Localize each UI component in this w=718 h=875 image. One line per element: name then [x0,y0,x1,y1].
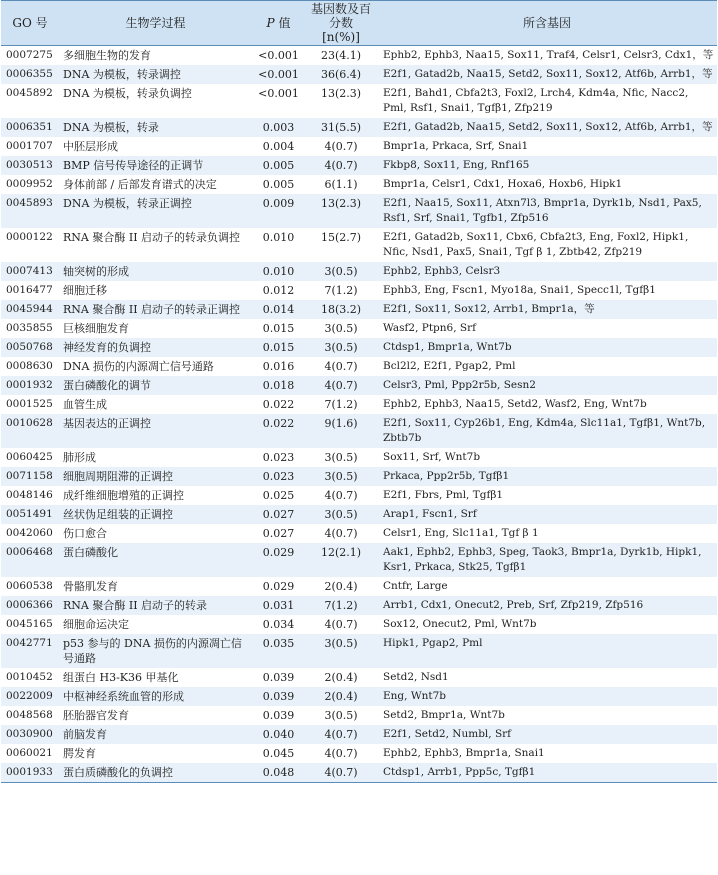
proc-cell: 腭发育 [63,747,96,760]
proc-cell: 肺形成 [63,451,96,464]
p-cell: <0.001 [258,87,299,100]
proc-cell: 神经发育的负调控 [63,341,151,354]
p-cell: 0.045 [262,747,295,760]
proc-cell: 蛋白质磷酸化的负调控 [63,766,173,779]
table-row [1,706,717,725]
p-cell: 0.003 [262,121,295,134]
n-cell: 7(1.2) [324,398,358,411]
genes-cell: Fkbp8, Sox11, Eng, Rnf165 [383,159,530,171]
proc-cell: 蛋白磷酸化 [63,546,118,559]
p-cell: 0.005 [262,178,295,191]
n-cell: 3(0.5) [324,637,358,650]
n-cell: 2(0.4) [324,671,358,684]
n-cell: 4(0.7) [324,489,358,502]
table-row [1,414,717,448]
table-row [1,486,717,505]
proc-cell: RNA 聚合酶 II 启动子的转录负调控 [63,231,241,244]
proc-cell: 蛋白磷酸化的调节 [63,379,151,392]
proc-cell: 身体前部 / 后部发育谱式的决定 [63,178,217,191]
table-row [1,65,717,84]
go-cell: 0008630 [6,360,53,372]
table-row [1,725,717,744]
go-cell: 0060425 [6,451,53,463]
go-cell: 0045944 [6,303,53,315]
proc-cell: 血管生成 [63,398,107,411]
go-cell: 0042771 [6,637,53,649]
table-row [1,376,717,395]
genes-cell: Ephb2, Ephb3, Bmpr1a, Snai1 [383,747,545,759]
p-cell: 0.010 [262,231,295,244]
proc-cell: 基因表达的正调控 [63,417,151,430]
genes-cell: Hipk1, Pgap2, Pml [383,637,483,649]
proc-cell: RNA 聚合酶 II 启动子的转录正调控 [63,303,241,316]
table-row [1,615,717,634]
n-cell: 7(1.2) [324,284,358,297]
table-header [1,1,717,46]
p-cell: 0.022 [262,417,295,430]
p-cell: 0.009 [262,197,295,210]
proc-cell: DNA 为模板，转录负调控 [63,87,192,100]
n-cell: 4(0.7) [324,527,358,540]
proc-cell: BMP 信号传导途径的正调节 [63,159,204,172]
header-p-symbol: P [266,16,275,30]
genes-cell: Arrb1, Cdx1, Onecut2, Preb, Srf, Zfp219, Zfp516 [383,599,644,611]
proc-cell: RNA 聚合酶 II 启动子的转录 [63,599,208,612]
n-cell: 4(0.7) [324,159,358,172]
header-gene-count [305,1,377,46]
p-cell: <0.001 [258,49,299,62]
go-cell: 0048146 [6,489,53,501]
n-cell: 36(6.4) [320,68,362,81]
n-cell: 4(0.7) [324,140,358,153]
table-row [1,467,717,486]
p-cell: 0.039 [262,690,295,703]
table-row [1,543,717,577]
proc-cell: 巨核细胞发育 [63,322,129,335]
go-cell: 0060538 [6,580,53,592]
p-cell: 0.014 [262,303,295,316]
genes-cell: Ephb2, Ephb3, Naa15, Setd2, Wasf2, Eng, Wnt7b [383,398,647,410]
p-cell: 0.023 [262,451,295,464]
go-cell: 0006366 [6,599,53,611]
p-cell: 0.025 [262,489,295,502]
genes-cell: E2f1, Gatad2b, Naa15, Setd2, Sox11, Sox12, Atf6b, Arrb1，等 [383,68,713,80]
table-row [1,175,717,194]
go-cell: 0009952 [6,178,53,190]
n-cell: 3(0.5) [324,341,358,354]
go-cell: 0042060 [6,527,53,539]
go-cell: 0071158 [6,470,53,482]
p-cell: 0.010 [262,265,295,278]
proc-cell: DNA 为模板，转录调控 [63,68,181,81]
table-body [1,46,717,783]
header-p-value [252,1,305,46]
genes-cell: E2f1, Gatad2b, Sox11, Cbx6, Cbfa2t3, Eng, Foxl2, Hipk1, Nfic, Nsd1, Pax5, Snai1, Tgf β 1, Zbtb42, Zfp219 [383,231,689,258]
n-cell: 12(2.1) [320,546,362,559]
go-cell: 0048568 [6,709,53,721]
n-cell: 13(2.3) [320,197,362,210]
proc-cell: 胚胎器官发育 [63,709,129,722]
n-cell: 4(0.7) [324,618,358,631]
go-cell: 0050768 [6,341,53,353]
p-cell: 0.039 [262,671,295,684]
p-cell: 0.031 [262,599,295,612]
n-cell: 3(0.5) [324,451,358,464]
proc-cell: DNA 为模板，转录 [63,121,159,134]
n-cell: 3(0.5) [324,470,358,483]
n-cell: 18(3.2) [320,303,362,316]
go-cell: 0035855 [6,322,53,334]
p-cell: 0.015 [262,322,295,335]
p-cell: 0.012 [262,284,295,297]
go-cell: 0007413 [6,265,53,277]
genes-cell: Celsr1, Eng, Slc11a1, Tgf β 1 [383,527,539,539]
n-cell: 9(1.6) [324,417,358,430]
proc-cell: 丝状伪足组装的正调控 [63,508,173,521]
p-cell: 0.039 [262,709,295,722]
genes-cell: Prkaca, Ppp2r5b, Tgfβ1 [383,470,510,482]
genes-cell: Eng, Wnt7b [383,690,446,702]
go-cell: 0001525 [6,398,53,410]
go-enrichment-table [1,0,717,783]
go-cell: 0030900 [6,728,53,740]
proc-cell: p53 参与的 DNA 损伤的内源凋亡信号通路 [63,637,242,665]
table-row [1,395,717,414]
genes-cell: Ctdsp1, Bmpr1a, Wnt7b [383,341,512,353]
p-cell: 0.027 [262,527,295,540]
n-cell: 2(0.4) [324,580,358,593]
genes-cell: E2f1, Setd2, Numbl, Srf [383,728,512,740]
n-cell: 6(1.1) [324,178,358,191]
go-cell: 0001933 [6,766,53,778]
proc-cell: 中胚层形成 [63,140,118,153]
table-row [1,505,717,524]
genes-cell: Arap1, Fscn1, Srf [383,508,477,520]
table-row [1,319,717,338]
p-cell: 0.022 [262,398,295,411]
proc-cell: 多细胞生物的发育 [63,49,151,62]
table-row [1,262,717,281]
go-cell: 0001932 [6,379,53,391]
p-cell: 0.034 [262,618,295,631]
table-row [1,281,717,300]
table-row [1,634,717,668]
p-cell: 0.004 [262,140,295,153]
n-cell: 4(0.7) [324,728,358,741]
p-cell: 0.035 [262,637,295,650]
header-go: GO 号 [12,16,48,30]
table-row [1,338,717,357]
header-process: 生物学过程 [125,16,186,30]
table-row [1,46,717,66]
go-cell: 0010452 [6,671,53,683]
go-cell: 0006468 [6,546,53,558]
genes-cell: Sox12, Onecut2, Pml, Wnt7b [383,618,537,630]
genes-cell: E2f1, Naa15, Sox11, Atxn7l3, Bmpr1a, Dyrk1b, Nsd1, Pax5, Rsf1, Srf, Snai1, Tgfb1, Zfp516 [383,197,702,224]
proc-cell: DNA 损伤的内源凋亡信号通路 [63,360,214,373]
table-row [1,668,717,687]
p-cell: 0.016 [262,360,295,373]
n-cell: 23(4.1) [320,49,362,62]
n-cell: 3(0.5) [324,322,358,335]
header-count-line2: [n(%)] [322,30,360,44]
table-row [1,300,717,319]
proc-cell: 成纤维细胞增殖的正调控 [63,489,184,502]
n-cell: 3(0.5) [324,709,358,722]
proc-cell: 细胞周期阻滞的正调控 [63,470,173,483]
table-row [1,228,717,262]
table-row [1,763,717,783]
p-cell: <0.001 [258,68,299,81]
table-row [1,596,717,615]
go-cell: 0010628 [6,417,53,429]
genes-cell: Wasf2, Ptpn6, Srf [383,322,476,334]
go-cell: 0045892 [6,87,53,99]
proc-cell: 骨骼肌发育 [63,580,118,593]
proc-cell: 轴突树的形成 [63,265,129,278]
go-cell: 0016477 [6,284,53,296]
genes-cell: Bmpr1a, Prkaca, Srf, Snai1 [383,140,529,152]
n-cell: 15(2.7) [320,231,362,244]
n-cell: 3(0.5) [324,508,358,521]
proc-cell: 组蛋白 H3-K36 甲基化 [63,671,179,684]
p-cell: 0.029 [262,546,295,559]
go-cell: 0045165 [6,618,53,630]
p-cell: 0.015 [262,341,295,354]
genes-cell: Ephb3, Eng, Fscn1, Myo18a, Snai1, Specc1l, Tgfβ1 [383,284,656,296]
table-row [1,744,717,763]
n-cell: 2(0.4) [324,690,358,703]
n-cell: 31(5.5) [320,121,362,134]
n-cell: 4(0.7) [324,747,358,760]
header-genes: 所含基因 [522,16,571,30]
genes-cell: Cntfr, Large [383,580,448,592]
proc-cell: 细胞迁移 [63,284,107,297]
go-cell: 0022009 [6,690,53,702]
table-row [1,357,717,376]
go-cell: 0060021 [6,747,53,759]
go-cell: 0045893 [6,197,53,209]
p-cell: 0.048 [262,766,295,779]
p-cell: 0.040 [262,728,295,741]
genes-cell: E2f1, Gatad2b, Naa15, Setd2, Sox11, Sox12, Atf6b, Arrb1，等 [383,121,713,133]
go-cell: 0006351 [6,121,53,133]
p-cell: 0.027 [262,508,295,521]
go-cell: 0007275 [6,49,53,61]
genes-cell: Setd2, Nsd1 [383,671,449,683]
proc-cell: 前脑发育 [63,728,107,741]
table-row [1,194,717,228]
genes-cell: E2f1, Sox11, Cyp26b1, Eng, Kdm4a, Slc11a1, Tgfβ1, Wnt7b, Zbtb7b [383,417,706,444]
table-row [1,84,717,118]
n-cell: 3(0.5) [324,265,358,278]
header-row [1,1,717,46]
go-cell: 0000122 [6,231,53,243]
table-row [1,577,717,596]
table-row [1,687,717,706]
genes-cell: Ephb2, Ephb3, Celsr3 [383,265,501,277]
table-row [1,156,717,175]
genes-cell: Ctdsp1, Arrb1, Ppp5c, Tgfβ1 [383,766,536,778]
n-cell: 7(1.2) [324,599,358,612]
n-cell: 13(2.3) [320,87,362,100]
genes-cell: Bcl2l2, E2f1, Pgap2, Pml [383,360,516,372]
genes-cell: E2f1, Sox11, Sox12, Arrb1, Bmpr1a，等 [383,303,595,315]
proc-cell: 伤口愈合 [63,527,107,540]
proc-cell: 细胞命运决定 [63,618,129,631]
go-cell: 0051491 [6,508,53,520]
header-count-line1: 基因数及百分数 [310,2,371,30]
p-cell: 0.029 [262,580,295,593]
go-cell: 0001707 [6,140,53,152]
genes-cell: E2f1, Bahd1, Cbfa2t3, Foxl2, Lrch4, Kdm4a, Nfic, Nacc2, Pml, Rsf1, Snai1, Tgfβ1, Zfp219 [383,87,689,114]
table-row [1,118,717,137]
table-row [1,524,717,543]
table-row [1,448,717,467]
genes-cell: Sox11, Srf, Wnt7b [383,451,481,463]
p-cell: 0.005 [262,159,295,172]
p-cell: 0.023 [262,470,295,483]
proc-cell: DNA 为模板，转录正调控 [63,197,192,210]
table-row [1,137,717,156]
n-cell: 4(0.7) [324,379,358,392]
genes-cell: Celsr3, Pml, Ppp2r5b, Sesn2 [383,379,536,391]
genes-cell: Setd2, Bmpr1a, Wnt7b [383,709,505,721]
header-p-suffix: 值 [274,16,291,30]
n-cell: 4(0.7) [324,766,358,779]
go-cell: 0006355 [6,68,53,80]
proc-cell: 中枢神经系统血管的形成 [63,690,184,703]
go-cell: 0030513 [6,159,53,171]
n-cell: 4(0.7) [324,360,358,373]
genes-cell: Ephb2, Ephb3, Naa15, Sox11, Traf4, Celsr1, Celsr3, Cdx1，等 [383,49,714,61]
genes-cell: E2f1, Fbrs, Pml, Tgfβ1 [383,489,504,501]
p-cell: 0.018 [262,379,295,392]
genes-cell: Bmpr1a, Celsr1, Cdx1, Hoxa6, Hoxb6, Hipk1 [383,178,623,190]
genes-cell: Aak1, Ephb2, Ephb3, Speg, Taok3, Bmpr1a, Dyrk1b, Hipk1, Ksr1, Prkaca, Stk25, Tgfβ1 [383,546,702,573]
